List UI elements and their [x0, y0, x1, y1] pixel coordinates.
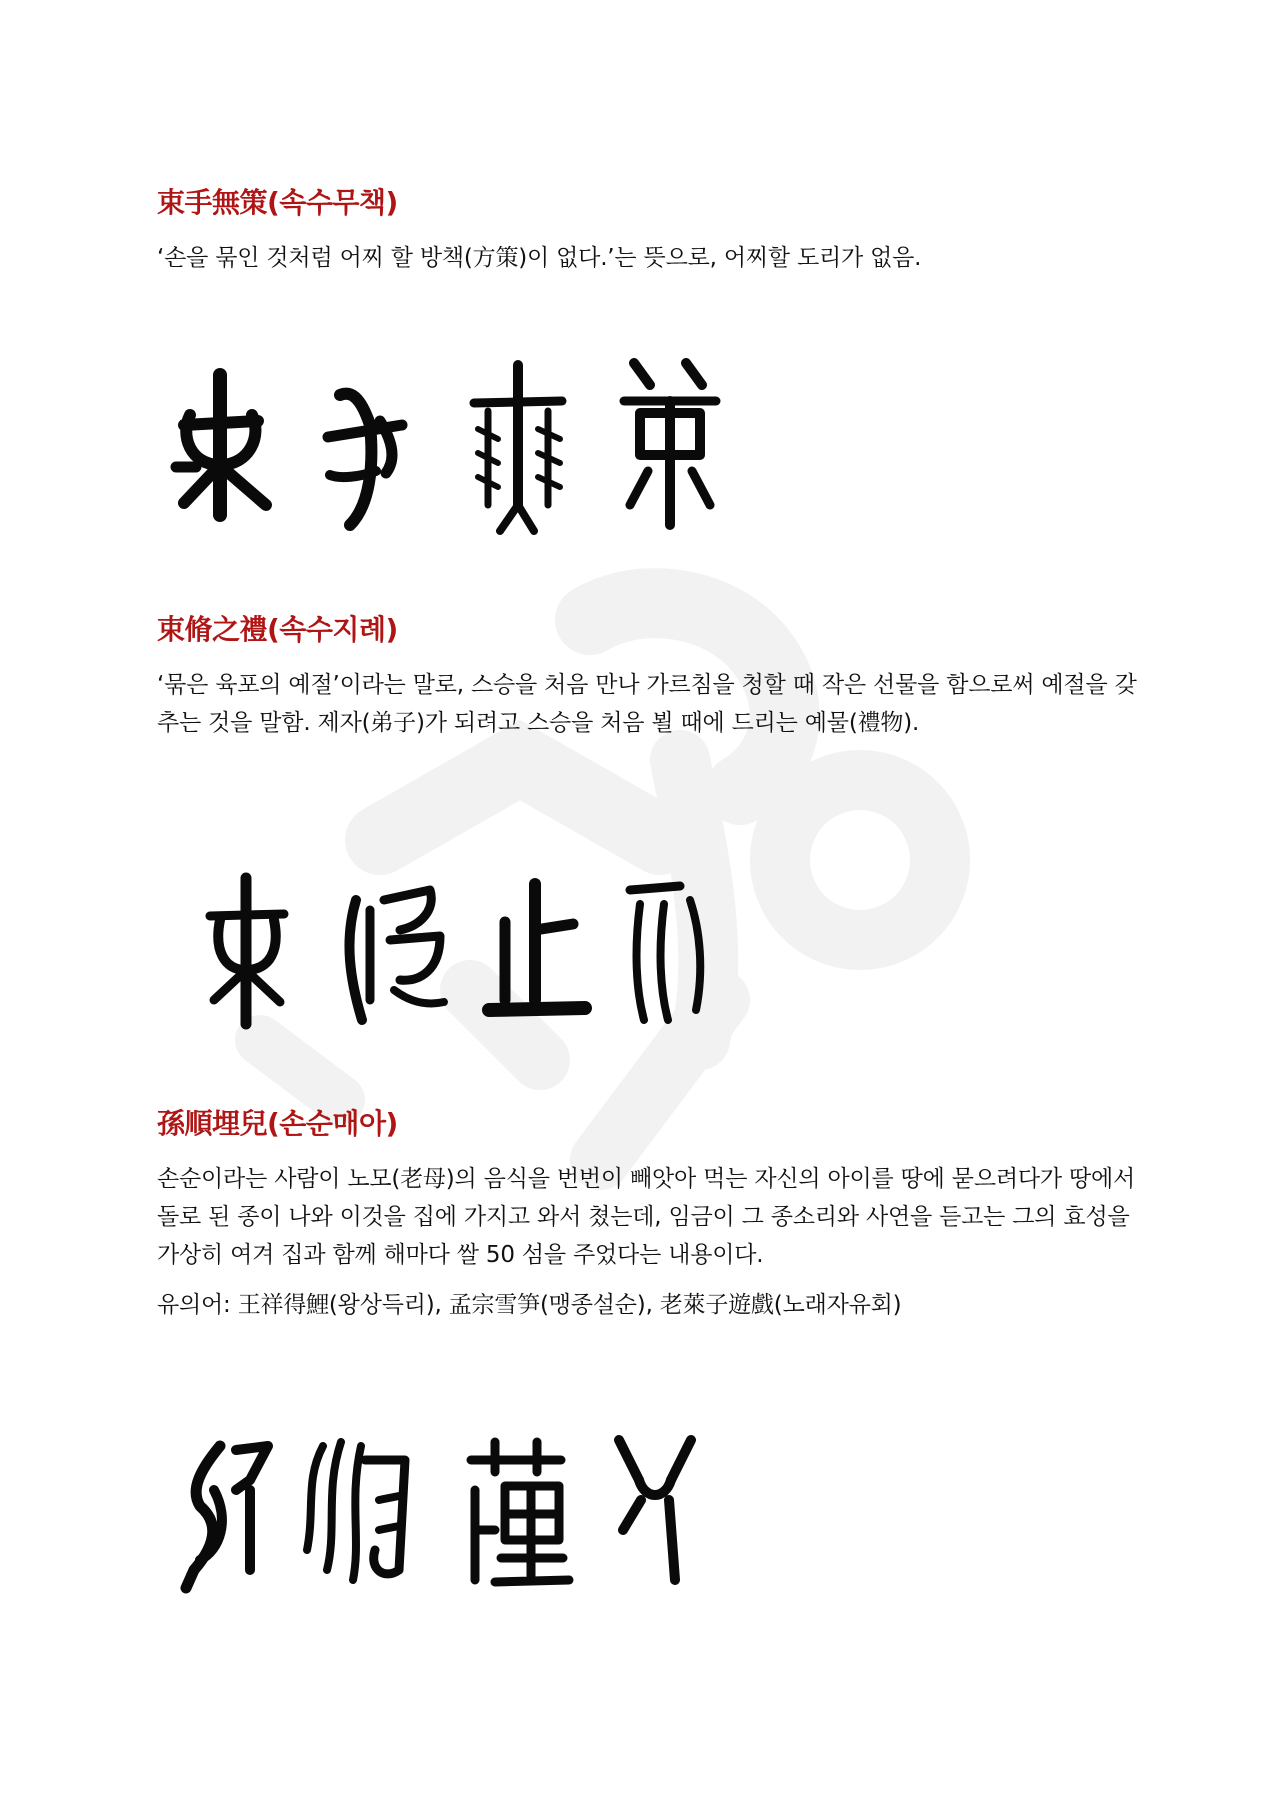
seal-glyph-shun	[307, 1442, 405, 1580]
seal-glyph-er	[619, 1440, 691, 1580]
entry-heading: 束脩之禮(속수지례)	[157, 613, 398, 646]
seal-glyph-su	[328, 394, 402, 525]
entry-definition: ‘묶은 육포의 예절’이라는 말로, 스승을 처음 만나 가르침을 청할 때 작은 선물을 함으로써 예절을 갖추는 것을 말함. 제자(弟子)가 되려고 스승을 처음 뵐 때에 드리는 예물(禮物).	[157, 672, 1137, 736]
seal-glyph-mai	[471, 1442, 569, 1582]
seal-glyph-shu	[176, 375, 266, 515]
seal-glyph-li	[630, 886, 700, 1020]
seal-script-glyphs-1	[170, 355, 740, 545]
entry-definition: 손순이라는 사람이 노모(老母)의 음식을 번번이 빼앗아 먹는 자신의 아이를 땅에 묻으려다가 땅에서 돌로 된 종이 나와 이것을 집에 가지고 와서 쳤는데, 임금이 그 종소리와 사연을 듣고는 그의 효성을 가상히 여겨 집과 함께 해마다 쌀 50 섬을 주었다는 내용이다.	[157, 1166, 1136, 1268]
seal-glyph-shu	[210, 878, 284, 1024]
seal-glyph-sun	[186, 1446, 268, 1588]
seal-glyph-zhi	[489, 884, 585, 1010]
entry-section-2	[157, 612, 1137, 742]
entry-section-3	[157, 1106, 1137, 1324]
seal-script-glyphs-2	[200, 870, 740, 1040]
entry-heading: 束手無策(속수무책)	[157, 186, 398, 219]
synonyms-line: 유의어: 王祥得鯉(왕상득리), 孟宗雪笋(맹종설순), 老萊子遊戲(노래자유회)	[157, 1292, 902, 1318]
seal-glyph-mu	[474, 365, 562, 531]
seal-script-glyphs-3	[180, 1430, 740, 1600]
entry-heading: 孫順埋兒(손순매아)	[157, 1107, 398, 1140]
seal-glyph-ce	[624, 363, 716, 525]
entry-definition: ‘손을 묶인 것처럼 어찌 할 방책(方策)이 없다.’는 뜻으로, 어찌할 도리가 없음.	[157, 245, 922, 271]
entry-section-1	[157, 185, 1137, 277]
seal-glyph-xiu	[349, 890, 444, 1020]
